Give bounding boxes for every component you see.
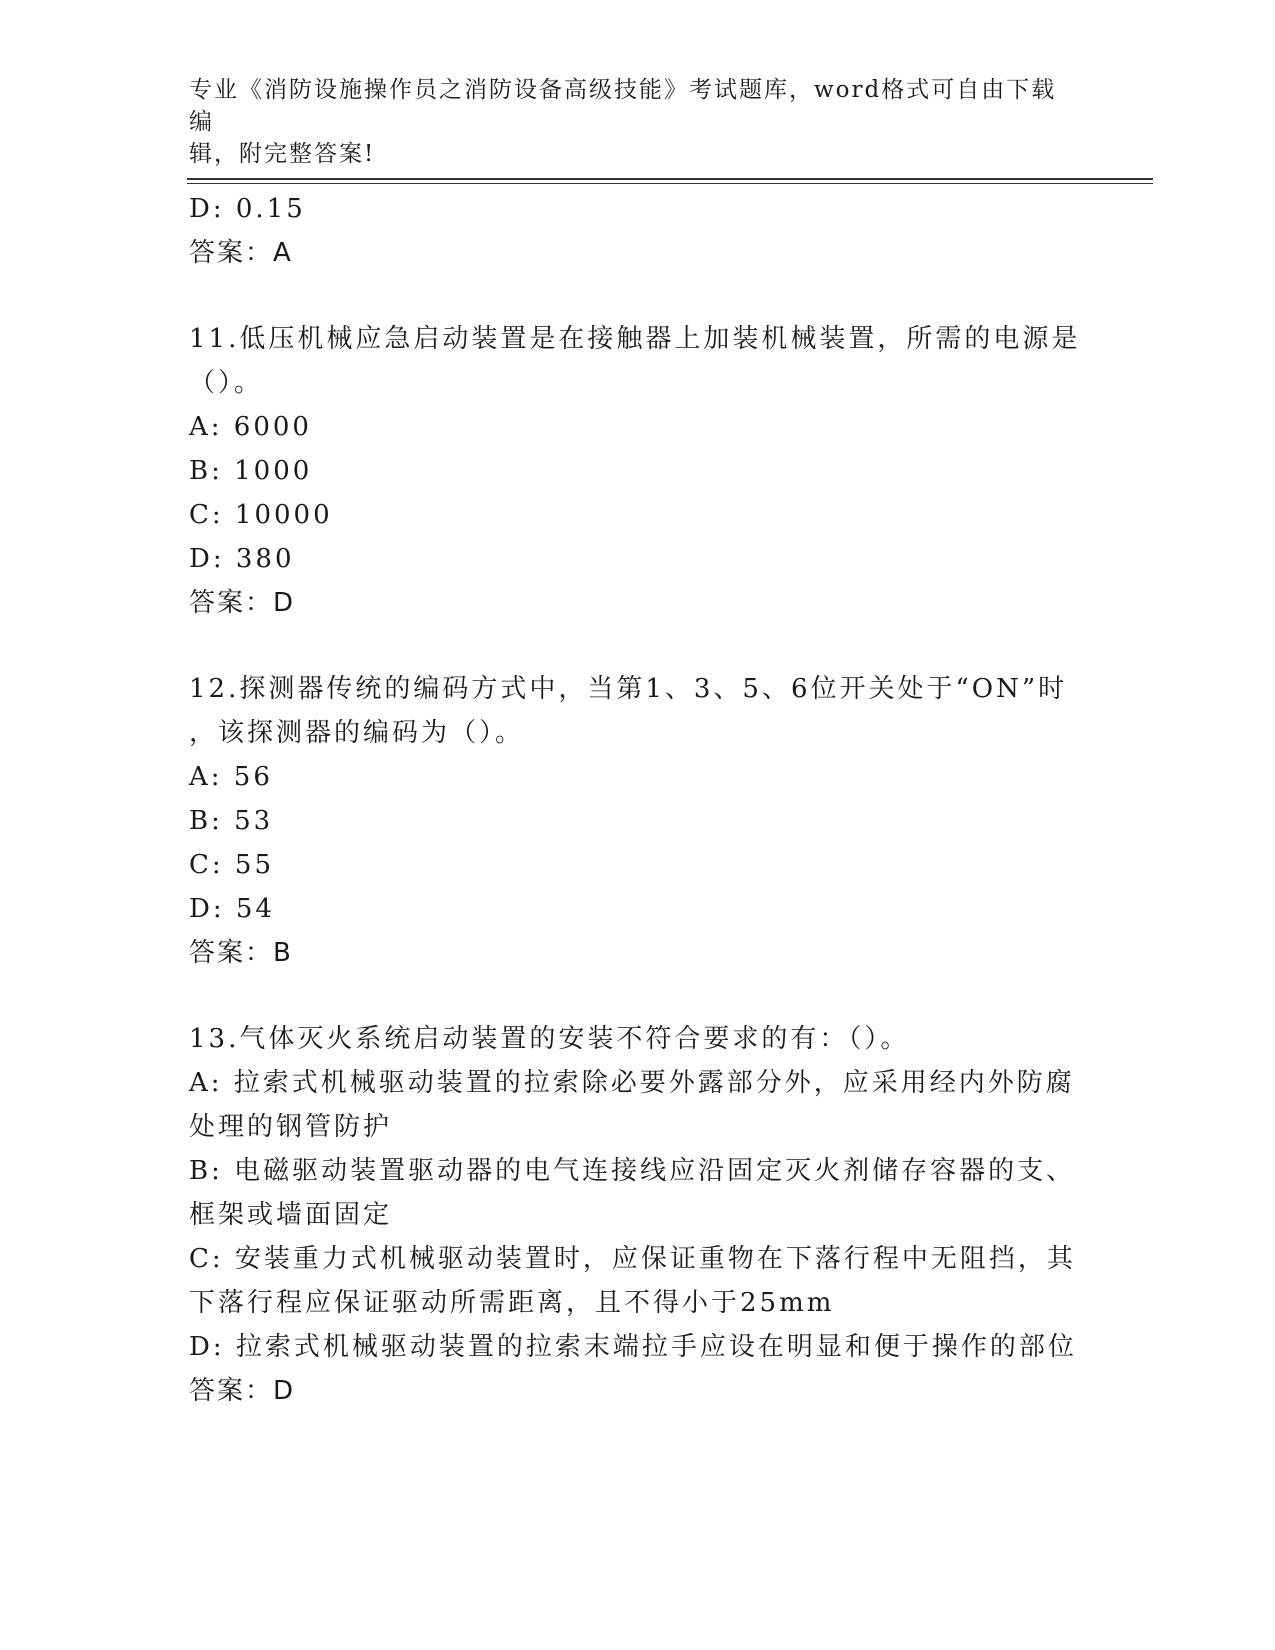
option-c: C: 安装重力式机械驱动装置时，应保证重物在下落行程中无阻挡，其 (189, 1244, 1076, 1274)
option-b: B: 电磁驱动装置驱动器的电气连接线应沿固定灭火剂储存容器的支、 (189, 1156, 1076, 1186)
prev-answer: 答案：A (189, 238, 293, 268)
option-a-cont: 处理的钢管防护 (189, 1112, 393, 1142)
header-line-2: 辑，附完整答案! (189, 141, 376, 167)
answer: 答案：D (189, 1376, 296, 1406)
option-c: C: 55 (189, 850, 275, 880)
header-divider-thick (187, 178, 1153, 180)
document-header (189, 74, 1069, 170)
option-c: C: 10000 (189, 500, 333, 530)
option-b-cont: 框架或墙面固定 (189, 1200, 393, 1230)
question-stem-cont: （）。 (189, 368, 264, 398)
answer: 答案：B (189, 938, 293, 968)
option-a: A: 拉索式机械驱动装置的拉索除必要外露部分外，应采用经内外防腐 (189, 1068, 1075, 1098)
prev-option-d: D: 0.15 (189, 194, 306, 224)
option-b: B: 1000 (189, 456, 313, 486)
option-c-cont: 下落行程应保证驱动所需距离，且不得小于25mm (189, 1288, 835, 1318)
question-stem: 11.低压机械应急启动装置是在接触器上加装机械装置，所需的电源是 (189, 324, 1081, 354)
question-stem: 12.探测器传统的编码方式中，当第1、3、5、6位开关处于“ON”时 (189, 674, 1068, 704)
header-line-1: 专业《消防设施操作员之消防设备高级技能》考试题库，word格式可自由下载编 (189, 77, 1057, 135)
option-d: D: 54 (189, 894, 275, 924)
question-stem: 13.气体灭火系统启动装置的安装不符合要求的有：（）。 (189, 1024, 910, 1054)
option-a: A: 6000 (189, 412, 312, 442)
option-b: B: 53 (189, 806, 274, 836)
option-a: A: 56 (189, 762, 273, 792)
option-d: D: 拉索式机械驱动装置的拉索末端拉手应设在明显和便于操作的部位 (189, 1332, 1077, 1362)
answer: 答案：D (189, 588, 296, 618)
option-d: D: 380 (189, 544, 295, 574)
question-stem-cont: ，该探测器的编码为（）。 (189, 718, 525, 748)
header-divider-thin (187, 183, 1153, 184)
